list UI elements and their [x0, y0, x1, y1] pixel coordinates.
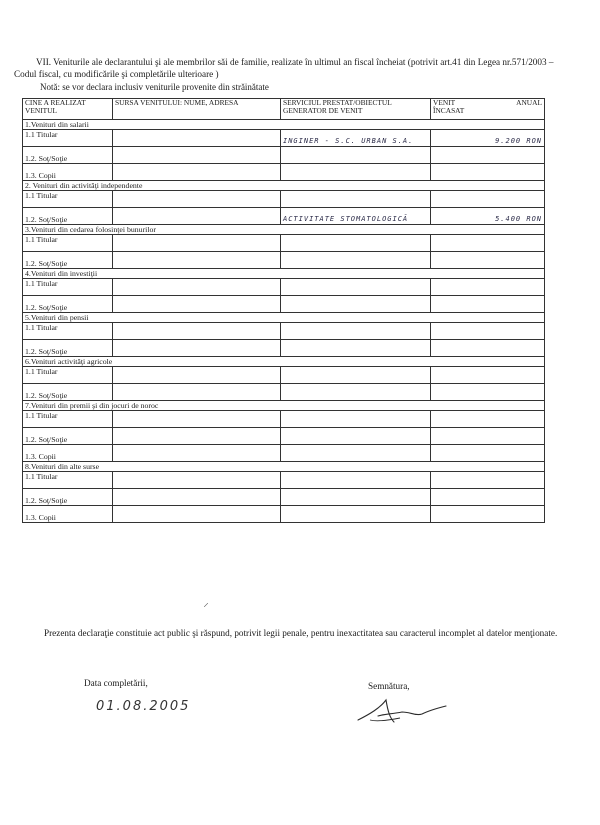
income-table — [22, 98, 545, 523]
foreign-income-note: Notă: se vor declara inclusiv veniturile provenite din străinătate — [40, 82, 269, 92]
source-cell — [113, 130, 281, 147]
row-label: 1.3. Copii — [23, 164, 113, 181]
row-label: 1.1 Titular — [23, 130, 113, 147]
row-label: 1.1 Titular — [23, 367, 113, 384]
section-title: 6.Venituri activităţi agricole — [23, 357, 545, 367]
table-row — [23, 384, 545, 401]
table-row — [23, 208, 545, 225]
service-cell — [281, 164, 431, 181]
amount-cell: 5.400 RON — [431, 208, 545, 225]
service-cell: INGINER - S.C. URBAN S.A. — [281, 130, 431, 147]
closing-statement — [14, 627, 574, 639]
amount-cell — [431, 411, 545, 428]
amount-cell — [431, 164, 545, 181]
table-row — [23, 279, 545, 296]
service-cell — [281, 191, 431, 208]
amount-cell — [431, 428, 545, 445]
table-row — [23, 235, 545, 252]
service-cell — [281, 323, 431, 340]
table-row — [23, 130, 545, 147]
section-row-property-use — [23, 225, 545, 235]
table-row — [23, 367, 545, 384]
header-source: SURSA VENITULUI: NUME, ADRESA — [113, 99, 281, 120]
table-row — [23, 340, 545, 357]
source-cell — [113, 147, 281, 164]
row-label: 1.2. Soţ/Soţie — [23, 489, 113, 506]
row-label: 1.1 Titular — [23, 279, 113, 296]
service-cell — [281, 340, 431, 357]
service-cell — [281, 506, 431, 523]
header-who: CINE A REALIZAT VENITUL — [23, 99, 113, 120]
section-row-investments — [23, 269, 545, 279]
service-cell — [281, 472, 431, 489]
amount-cell — [431, 340, 545, 357]
source-cell — [113, 428, 281, 445]
section-title: 8.Venituri din alte surse — [23, 462, 545, 472]
table-row — [23, 323, 545, 340]
service-cell — [281, 147, 431, 164]
section-title: 2. Venituri din activităţi independente — [23, 181, 545, 191]
table-row — [23, 445, 545, 462]
table-row — [23, 489, 545, 506]
source-cell — [113, 279, 281, 296]
source-cell — [113, 445, 281, 462]
service-cell — [281, 489, 431, 506]
amount-cell — [431, 367, 545, 384]
header-amount — [431, 99, 545, 120]
section-title: 5.Venituri din pensii — [23, 313, 545, 323]
service-cell: ACTIVITATE STOMATOLOGICĂ — [281, 208, 431, 225]
table-row — [23, 147, 545, 164]
signature-label: Semnătura, — [368, 681, 410, 691]
source-cell — [113, 191, 281, 208]
service-cell — [281, 367, 431, 384]
amount-cell — [431, 445, 545, 462]
row-label: 1.2. Soţ/Soţie — [23, 147, 113, 164]
source-cell — [113, 340, 281, 357]
source-cell — [113, 367, 281, 384]
row-label: 1.1 Titular — [23, 472, 113, 489]
source-cell — [113, 506, 281, 523]
source-cell — [113, 489, 281, 506]
amount-cell — [431, 384, 545, 401]
row-label: 1.3. Copii — [23, 506, 113, 523]
source-cell — [113, 472, 281, 489]
row-label: 1.1 Titular — [23, 191, 113, 208]
source-cell — [113, 323, 281, 340]
row-label: 1.1 Titular — [23, 411, 113, 428]
table-row — [23, 428, 545, 445]
signature-mark — [350, 690, 470, 730]
amount-cell — [431, 279, 545, 296]
table-row — [23, 472, 545, 489]
stray-mark — [204, 603, 208, 607]
source-cell — [113, 252, 281, 269]
amount-cell — [431, 472, 545, 489]
row-label: 1.2. Soţ/Soţie — [23, 340, 113, 357]
amount-cell: 9.200 RON — [431, 130, 545, 147]
source-cell — [113, 384, 281, 401]
amount-cell — [431, 489, 545, 506]
service-cell — [281, 428, 431, 445]
row-label: 1.1 Titular — [23, 235, 113, 252]
service-cell — [281, 411, 431, 428]
amount-cell — [431, 147, 545, 164]
source-cell — [113, 235, 281, 252]
date-label: Data completării, — [84, 678, 148, 688]
date-value: 01.08.2005 — [96, 699, 191, 714]
row-label: 1.1 Titular — [23, 323, 113, 340]
service-cell — [281, 235, 431, 252]
section-row-salaries — [23, 120, 545, 130]
row-label: 1.2. Soţ/Soţie — [23, 208, 113, 225]
row-label: 1.2. Soţ/Soţie — [23, 428, 113, 445]
source-cell — [113, 411, 281, 428]
header-amount-incasat: ÎNCASAT — [433, 106, 465, 115]
closing-text: Prezenta declaraţie constituie act public şi răspund, potrivit legii penale, pentru inexactitatea sau caracterul incomplet al datelor menţionate. — [44, 628, 558, 638]
table-header-row — [23, 99, 545, 120]
amount-cell — [431, 235, 545, 252]
row-label: 1.2. Soţ/Soţie — [23, 384, 113, 401]
section-title: 3.Venituri din cedarea folosinţei bunurilor — [23, 225, 545, 235]
section-title: 7.Venituri din premii şi din jocuri de noroc — [23, 401, 545, 411]
source-cell — [113, 296, 281, 313]
amount-cell — [431, 296, 545, 313]
header-amount-venit: VENIT — [433, 98, 456, 107]
table-row — [23, 164, 545, 181]
table-row — [23, 296, 545, 313]
row-label: 1.3. Copii — [23, 445, 113, 462]
service-cell — [281, 445, 431, 462]
table-row — [23, 411, 545, 428]
section-row-independent — [23, 181, 545, 191]
amount-cell — [431, 252, 545, 269]
table-row — [23, 191, 545, 208]
row-label: 1.2. Soţ/Soţie — [23, 296, 113, 313]
header-service: SERVICIUL PRESTAT/OBIECTUL GENERATOR DE VENIT — [281, 99, 431, 120]
section-row-prizes — [23, 401, 545, 411]
table-row — [23, 506, 545, 523]
section-title: 4.Venituri din investiţii — [23, 269, 545, 279]
source-cell — [113, 164, 281, 181]
row-label: 1.2. Soţ/Soţie — [23, 252, 113, 269]
amount-cell — [431, 506, 545, 523]
amount-cell — [431, 191, 545, 208]
intro-text: VII. Veniturile ale declarantului şi ale membrilor săi de familie, realizate în ultimul an fiscal încheiat (potrivit art.41 din Legea nr.571/2003 – Codul fiscal, cu modificările şi completările ulterioare ) — [14, 57, 554, 79]
amount-cell — [431, 323, 545, 340]
service-cell — [281, 384, 431, 401]
income-section-intro — [14, 56, 574, 80]
service-cell — [281, 252, 431, 269]
service-cell — [281, 296, 431, 313]
section-row-pensions — [23, 313, 545, 323]
section-title: 1.Venituri din salarii — [23, 120, 545, 130]
source-cell — [113, 208, 281, 225]
section-row-other-sources — [23, 462, 545, 472]
section-row-agriculture — [23, 357, 545, 367]
service-cell — [281, 279, 431, 296]
header-amount-anual: ANUAL — [516, 98, 542, 107]
table-row — [23, 252, 545, 269]
